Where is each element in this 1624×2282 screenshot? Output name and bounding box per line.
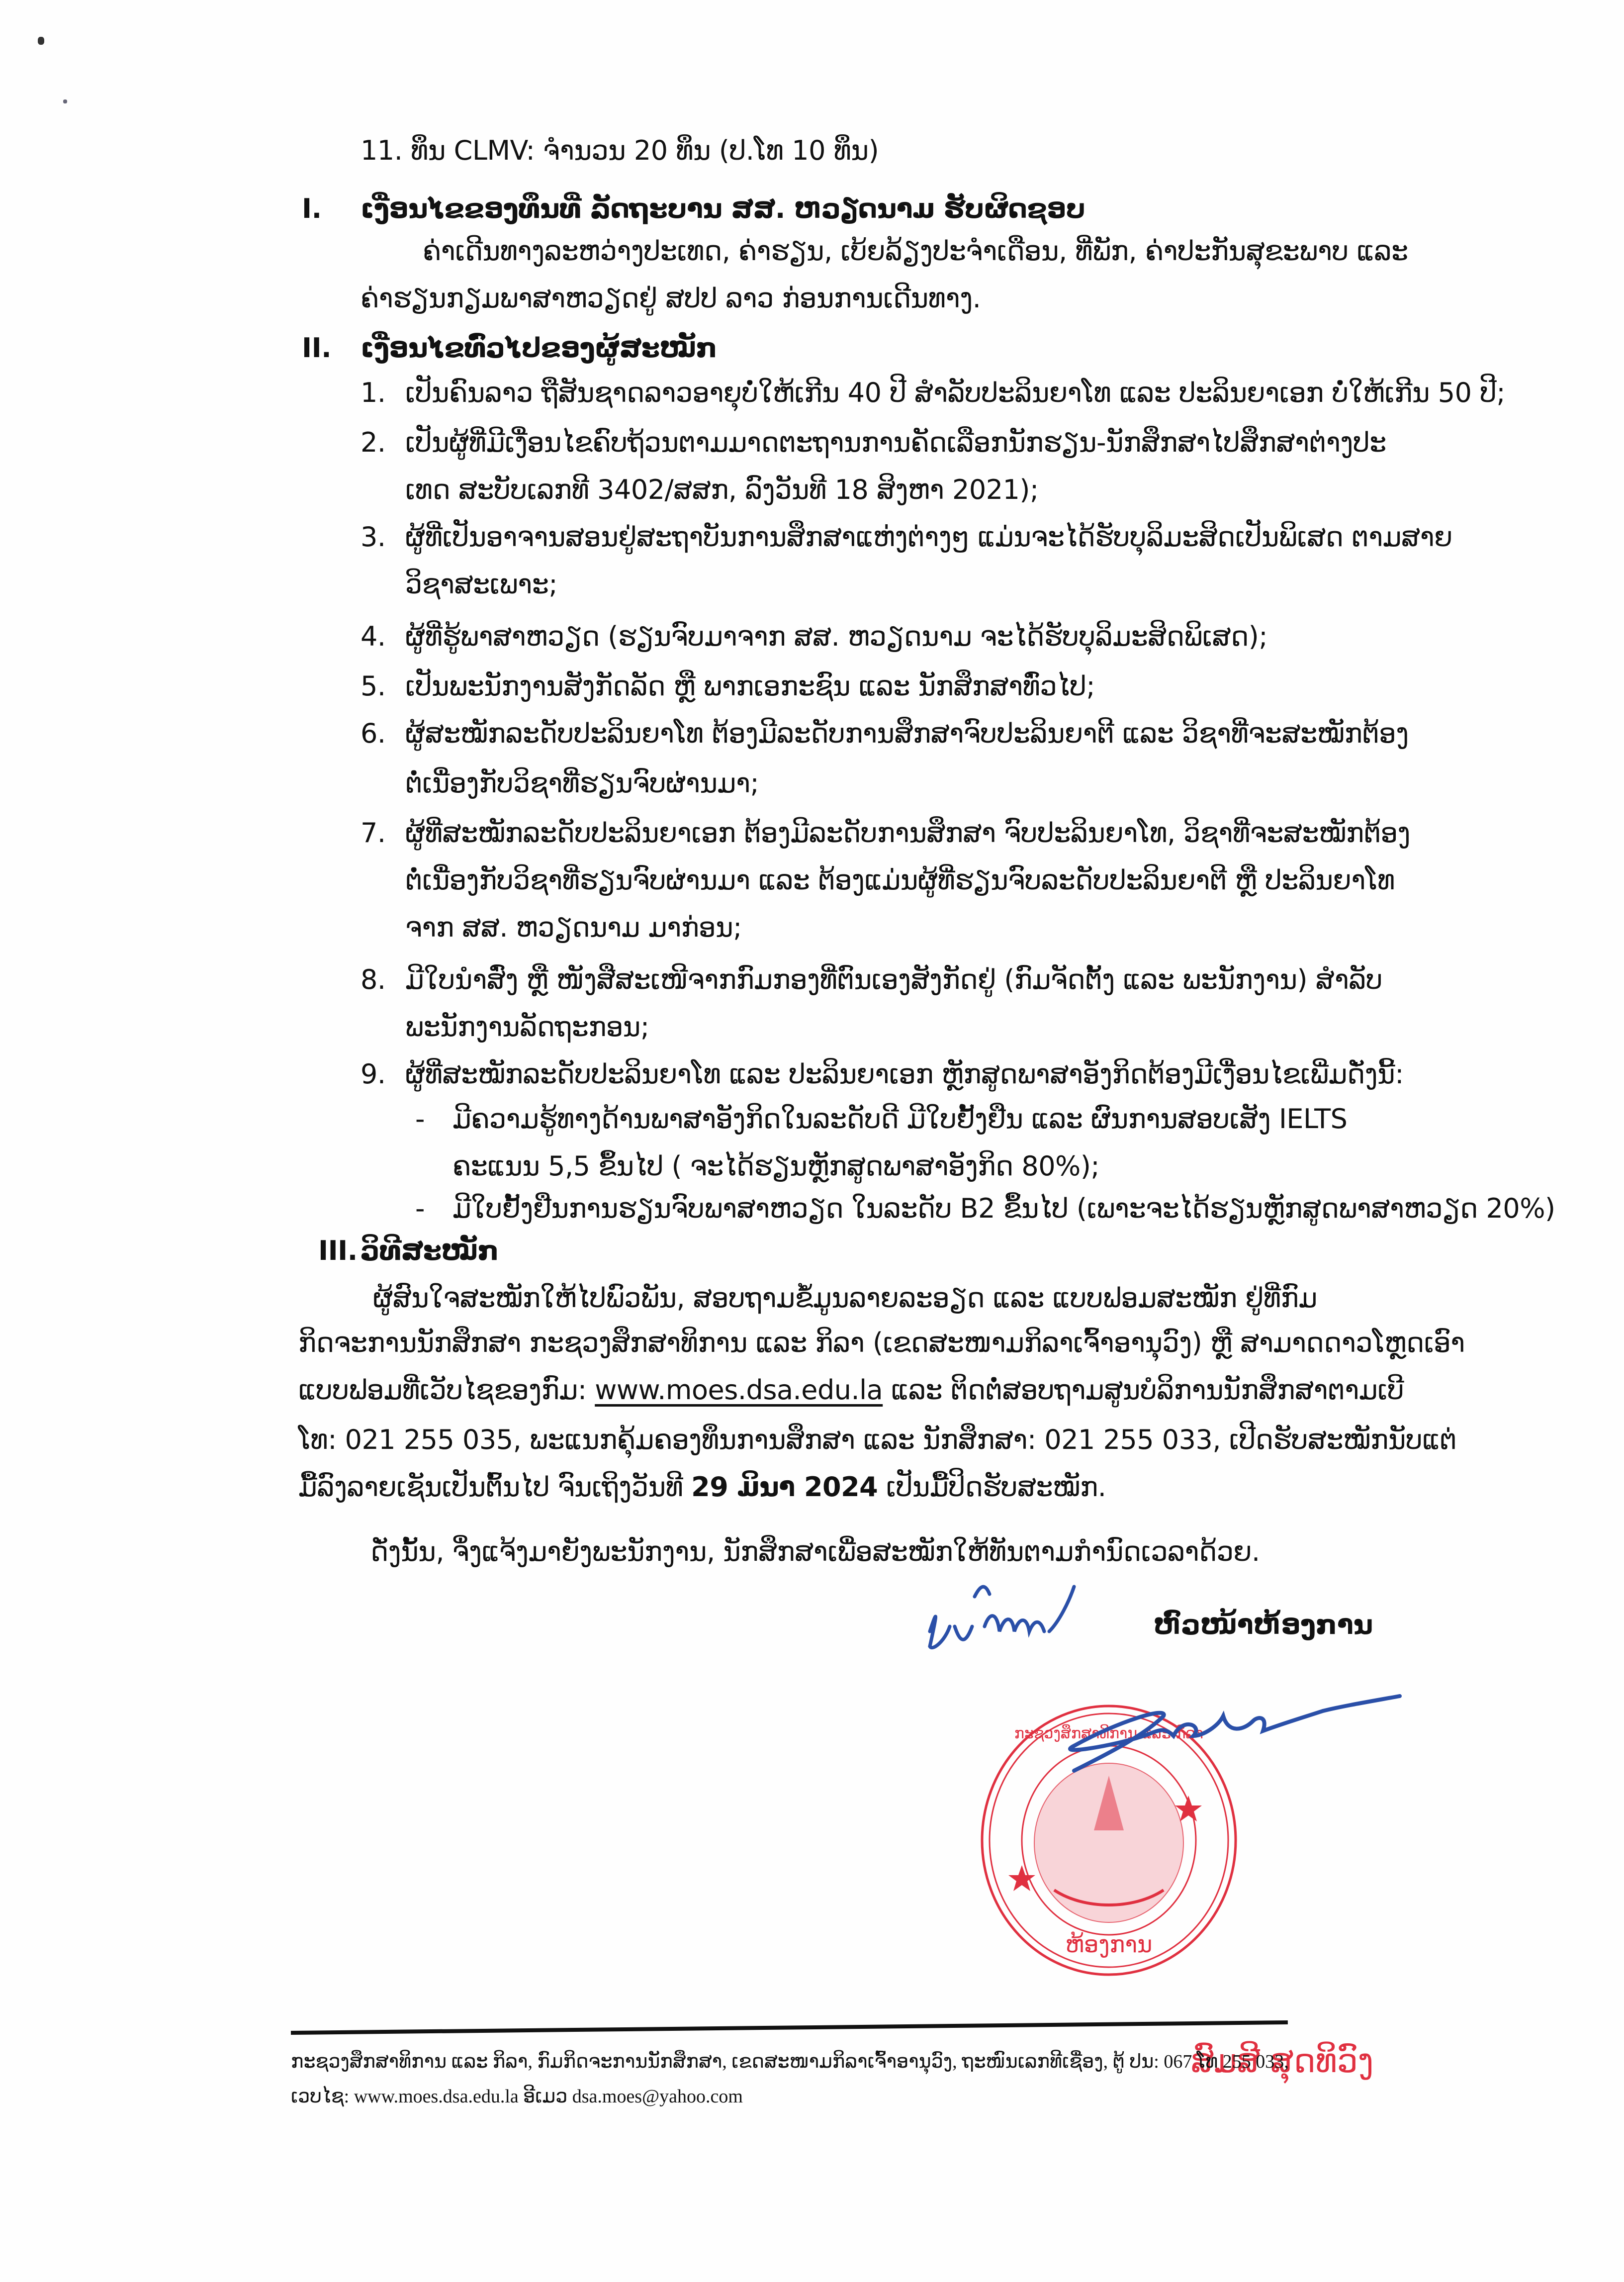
footer-address-line: ກະຊວງສຶກສາທິການ ແລະ ກິລາ, ກົມກິດຈະການນັກສຶກສາ, ເຂດສະໜາມກິລາເຈົ້າອານຸວົງ, ຖະໜົນເລກທີເຊື່ອງ, ຕູ້ ປນ: 067 ໂທ 255 033,	[291, 2051, 1289, 2072]
section-1-paragraph-line: ຄ່າເດີນທາງລະຫວ່າງປະເທດ, ຄ່າຮຽນ, ເບ້ຍລ້ຽງປະຈຳເດືອນ, ທີ່ພັກ, ຄ່າປະກັນສຸຂະພາບ ແລະ	[423, 235, 1408, 267]
list-item-text: ຜູ້ທີ່ເປັນອາຈານສອນຢູ່ສະຖາບັນການສຶກສາແຫ່ງຕ່າງໆ ແມ່ນຈະໄດ້ຮັບບຸລິມະສິດເປັນພິເສດ ຕາມສາຍ	[405, 521, 1452, 553]
scan-speck	[63, 99, 67, 103]
stamp-top-text: ກະຊວງສຶກສາທິການ ແລະ ກິລາ	[1014, 1725, 1204, 1742]
closing-statement: ດັ່ງນັ້ນ, ຈຶ່ງແຈ້ງມາຍັງພະນັກງານ, ນັກສຶກສາເພື່ອສະໝັກໃຫ້ທັນຕາມກຳນົດເວລາດ້ວຍ.	[370, 1536, 1260, 1567]
section-3-paragraph-line	[298, 1470, 1106, 1505]
list-item-number: 6.	[361, 718, 386, 749]
sub-bullet-text: ມີໃບຢັ້ງຢືນການຮຽນຈົບພາສາຫວຽດ ໃນລະດັບ B2 ຂຶ້ນໄປ (ເພາະຈະໄດ້ຮຽນຫຼັກສູດພາສາຫວຽດ 20%)	[452, 1193, 1555, 1224]
section-3-paragraph-line	[298, 1373, 1404, 1408]
deadline-date: 29 ມິນາ 2024	[691, 1471, 878, 1503]
list-item-text: ເປັນພະນັກງານສັງກັດລັດ ຫຼື ພາກເອກະຊົນ ແລະ ນັກສຶກສາທົ່ວໄປ;	[405, 670, 1095, 702]
list-item-number: 7.	[361, 817, 386, 849]
section-3-paragraph-line: ໂທ: 021 255 035, ພະແນກຄຸ້ມຄອງທຶນການສຶກສາ ແລະ ນັກສຶກສາ: 021 255 033, ເປີດຮັບສະໝັກນັບແຕ່	[298, 1424, 1457, 1455]
list-item-number: 5.	[361, 670, 386, 702]
sub-bullet-text: ມີຄວາມຮູ້ທາງດ້ານພາສາອັງກິດໃນລະດັບດີ ມີໃບຢັ້ງຢືນ ແລະ ຜົນການສອບເສັງ IELTS	[452, 1103, 1348, 1135]
sub-bullet-marker: -	[415, 1193, 425, 1224]
list-item-text: ຈາກ ສສ. ຫວຽດນາມ ມາກ່ອນ;	[405, 912, 742, 943]
section-3-paragraph-line: ຜູ້ສົນໃຈສະໝັກໃຫ້ໄປພົວພັນ, ສອບຖາມຂໍ້ມູນລາຍລະອຽດ ແລະ ແບບຟອມສະໝັກ ຢູ່ທີ່ກົມ	[373, 1282, 1317, 1314]
section-3-paragraph-line: ກິດຈະການນັກສຶກສາ ກະຊວງສຶກສາທິການ ແລະ ກິລາ (ເຂດສະໜາມກິລາເຈົ້າອານຸວົງ) ຫຼື ສາມາດດາວໂຫຼດເອົາ	[298, 1327, 1465, 1358]
text-segment: ແບບຟອມທີ່ເວັບໄຊຂອງກົມ:	[298, 1374, 595, 1406]
section-1-title: ເງື່ອນໄຂຂອງທຶນທີ່ ລັດຖະບານ ສສ. ຫວຽດນາມ ຮັບຜິດຊອບ	[361, 193, 1085, 224]
section-3-title: ວິທີສະໝັກ	[361, 1235, 499, 1266]
list-item-text: ເປັນຄົນລາວ ຖືສັນຊາດລາວອາຍຸບໍ່ໃຫ້ເກີນ 40 ປີ ສຳລັບປະລິນຍາໂທ ແລະ ປະລິນຍາເອກ ບໍ່ໃຫ້ເກີນ 50 ປີ;	[405, 377, 1506, 408]
handwritten-signature	[1044, 1686, 1402, 1786]
list-item-number: 3.	[361, 521, 386, 553]
list-item-text: ຜູ້ທີ່ສະໝັກລະດັບປະລິນຍາໂທ ແລະ ປະລິນຍາເອກ ຫຼັກສູດພາສາອັງກິດຕ້ອງມີເງື່ອນໄຂເພີ່ມດັ່ງນີ້:	[405, 1058, 1404, 1090]
list-item-number: 8.	[361, 964, 386, 995]
list-item-text: ພະນັກງານລັດຖະກອນ;	[405, 1011, 649, 1043]
text-segment: ເປັນມື້ປິດຮັບສະໝັກ.	[878, 1471, 1106, 1503]
sub-bullet-text: ຄະແນນ 5,5 ຂຶ້ນໄປ ( ຈະໄດ້ຮຽນຫຼັກສູດພາສາອັງກິດ 80%);	[452, 1150, 1100, 1182]
footer-divider	[291, 2020, 1288, 2035]
list-item-text: ຜູ້ທີ່ສະໝັກລະດັບປະລິນຍາເອກ ຕ້ອງມີລະດັບການສຶກສາ ຈົບປະລິນຍາໂທ, ວິຊາທີ່ຈະສະໝັກຕ້ອງ	[405, 817, 1411, 849]
stamp-bottom-text: ຫ້ອງການ	[1065, 1931, 1153, 1958]
list-item-text: ເປັນຜູ້ທີ່ມີເງື່ອນໄຂຄົບຖ້ວນຕາມມາດຕະຖານການຄັດເລືອກນັກຮຽນ-ນັກສຶກສາໄປສຶກສາຕ່າງປະ	[405, 427, 1386, 458]
list-item-number: 4.	[361, 621, 386, 652]
signer-name: ສົມສີ ສຸດທິວົງ	[1191, 2042, 1374, 2080]
list-item-text: ມີໃບນຳສົ່ງ ຫຼື ໜັງສືສະເໜີຈາກກົມກອງທີ່ຕົນເອງສັງກັດຢູ່ (ກົມຈັດຕັ້ງ ແລະ ພະນັກງານ) ສຳລັບ	[405, 964, 1383, 995]
section-2-title: ເງື່ອນໄຂທົ່ວໄປຂອງຜູ້ສະໝັກ	[361, 332, 717, 364]
list-item-number: 2.	[361, 427, 386, 458]
list-item-text: ວິຊາສະເພາະ;	[405, 569, 558, 600]
list-item-text: ຜູ້ທີ່ຮູ້ພາສາຫວຽດ (ຮຽນຈົບມາຈາກ ສສ. ຫວຽດນາມ ຈະໄດ້ຮັບບຸລິມະສິດພິເສດ);	[405, 621, 1268, 652]
section-2-numeral: II.	[302, 332, 332, 364]
footer-contact-line: ເວບໄຊ: www.moes.dsa.edu.la ອີເມວ dsa.moes@yahoo.com	[291, 2086, 743, 2107]
list-item-text: ຕໍ່ເນື່ອງກັບວິຊາທີ່ຮຽນຈົບຜ່ານມາ ແລະ ຕ້ອງແມ່ນຜູ້ທີ່ຮຽນຈົບລະດັບປະລິນຍາຕີ ຫຼື ປະລິນຍາໂທ	[405, 864, 1395, 896]
list-item-text: ເທດ ສະບັບເລກທີ 3402/ສສກ, ລົງວັນທີ 18 ສິງຫາ 2021);	[405, 474, 1039, 505]
signer-title: ຫົວໜ້າຫ້ອງການ	[1154, 1609, 1373, 1640]
text-segment: ແລະ ຕິດຕໍ່ສອບຖາມສູນບໍລິການນັກສຶກສາຕາມເບີ	[883, 1374, 1404, 1406]
scan-speck	[38, 37, 44, 45]
list-item-number: 9.	[361, 1058, 386, 1090]
website-link[interactable]: www.moes.dsa.edu.la	[595, 1374, 883, 1406]
list-item-text: ຜູ້ສະໝັກລະດັບປະລິນຍາໂທ ຕ້ອງມີລະດັບການສຶກສາຈົບປະລິນຍາຕີ ແລະ ວິຊາທີ່ຈະສະໝັກຕ້ອງ	[405, 718, 1409, 749]
text-segment: ມື້ລົງລາຍເຊັນເປັນຕົ້ນໄປ ຈົນເຖິງວັນທີ	[298, 1471, 692, 1503]
sub-bullet-marker: -	[415, 1103, 425, 1135]
list-item-text: ຕໍ່ເນື່ອງກັບວິຊາທີ່ຮຽນຈົບຜ່ານມາ;	[405, 767, 759, 799]
section-1-numeral: I.	[302, 193, 322, 224]
list-item-number: 1.	[361, 377, 386, 408]
section-3-numeral: III.	[318, 1235, 358, 1266]
handwritten-signature-prefix	[910, 1567, 1169, 1666]
continuation-item-11: 11. ທຶນ CLMV: ຈຳນວນ 20 ທຶນ (ປ.ໂທ 10 ທຶນ)	[361, 135, 879, 166]
section-1-paragraph-line: ຄ່າຮຽນກຽມພາສາຫວຽດຢູ່ ສປປ ລາວ ກ່ອນການເດີນທາງ.	[361, 283, 981, 314]
